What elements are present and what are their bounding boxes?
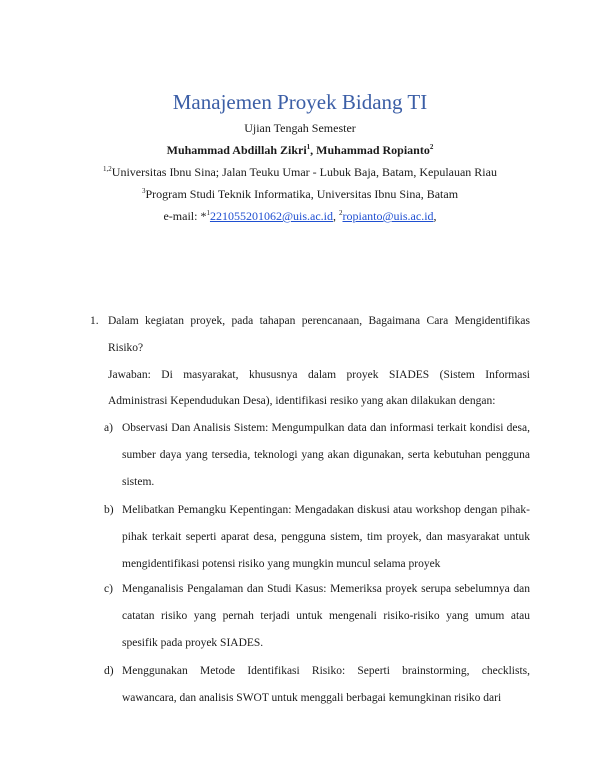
email-1-link[interactable]: 221055201062@uis.ac.id (209, 209, 333, 223)
email-end: , (433, 209, 437, 223)
author-1: Muhammad Abdillah Zikri (166, 143, 307, 157)
email-1-sup: 1 (206, 209, 210, 217)
email-separator: , (333, 209, 339, 223)
affiliation-1-text: Universitas Ibnu Sina; Jalan Teuku Umar - Lubuk Baja, Batam, Kepulauan Riau (111, 165, 497, 179)
list-item-letter: b) (104, 504, 114, 516)
email-line (0, 207, 600, 225)
paper-header (0, 88, 600, 225)
author-1-sup: 1 (306, 143, 311, 151)
affiliation-2-text: Program Studi Teknik Informatika, Universitas Ibnu Sina, Batam (145, 187, 459, 201)
affiliation-2-sup: 3 (141, 187, 146, 195)
author-line (0, 141, 600, 159)
list-item-text: Menggunakan Metode Identifikasi Risiko: Seperti brainstorming, checklists, wawancara, dan analisis SWOT untuk menggali berbagai kemungkinan risiko dari (122, 665, 530, 704)
answer-paragraph: Jawaban: Di masyarakat, khususnya dalam proyek SIADES (Sistem Informasi Administrasi Kependudukan Desa), identifikasi resiko yang akan dilakukan dengan: (108, 369, 530, 407)
paper-title: Manajemen Proyek Bidang TI (172, 90, 428, 114)
affiliation-1 (0, 163, 600, 181)
author-2-sup: 2 (429, 143, 434, 151)
email-label: e-mail: * (163, 209, 207, 223)
list-item-letter: c) (104, 583, 113, 595)
question-text-line-2: Risiko? (108, 342, 144, 354)
question-text-line-1: Dalam kegiatan proyek, pada tahapan perencanaan, Bagaimana Cara Mengidentifikas (108, 315, 530, 327)
paper-subtitle: Ujian Tengah Semester (244, 121, 356, 135)
list-item-text: Melibatkan Pemangku Kepentingan: Mengadakan diskusi atau workshop dengan pihak-pihak terkait seperti aparat desa, pengguna sistem, tim proyek, dan masyarakat untuk mengidentifikasi potensi risiko yang mungkin muncul selama proyek (122, 504, 530, 570)
email-2-link[interactable]: ropianto@uis.ac.id (342, 209, 434, 223)
list-item-letter: d) (104, 665, 114, 677)
list-item-text: Observasi Dan Analisis Sistem: Mengumpulkan data dan informasi terkait kondisi desa, sumber daya yang tersedia, teknologi yang akan digunakan, serta kebutuhan pengguna sistem. (122, 422, 530, 488)
email-2-sup: 2 (339, 209, 343, 217)
list-item-text: Menganalisis Pengalaman dan Studi Kasus: Memeriksa proyek serupa sebelumnya dan catatan risiko yang pernah terjadi untuk mengenali risiko-risiko yang umum atau spesifik pada proyek SIADES. (122, 583, 530, 649)
affiliation-2 (0, 185, 600, 203)
question-number: 1. (90, 315, 99, 327)
author-2: Muhammad Ropianto (316, 143, 430, 157)
list-item-letter: a) (104, 422, 113, 434)
author-separator: , (310, 143, 317, 157)
affiliation-1-sup: 1,2 (103, 165, 112, 173)
